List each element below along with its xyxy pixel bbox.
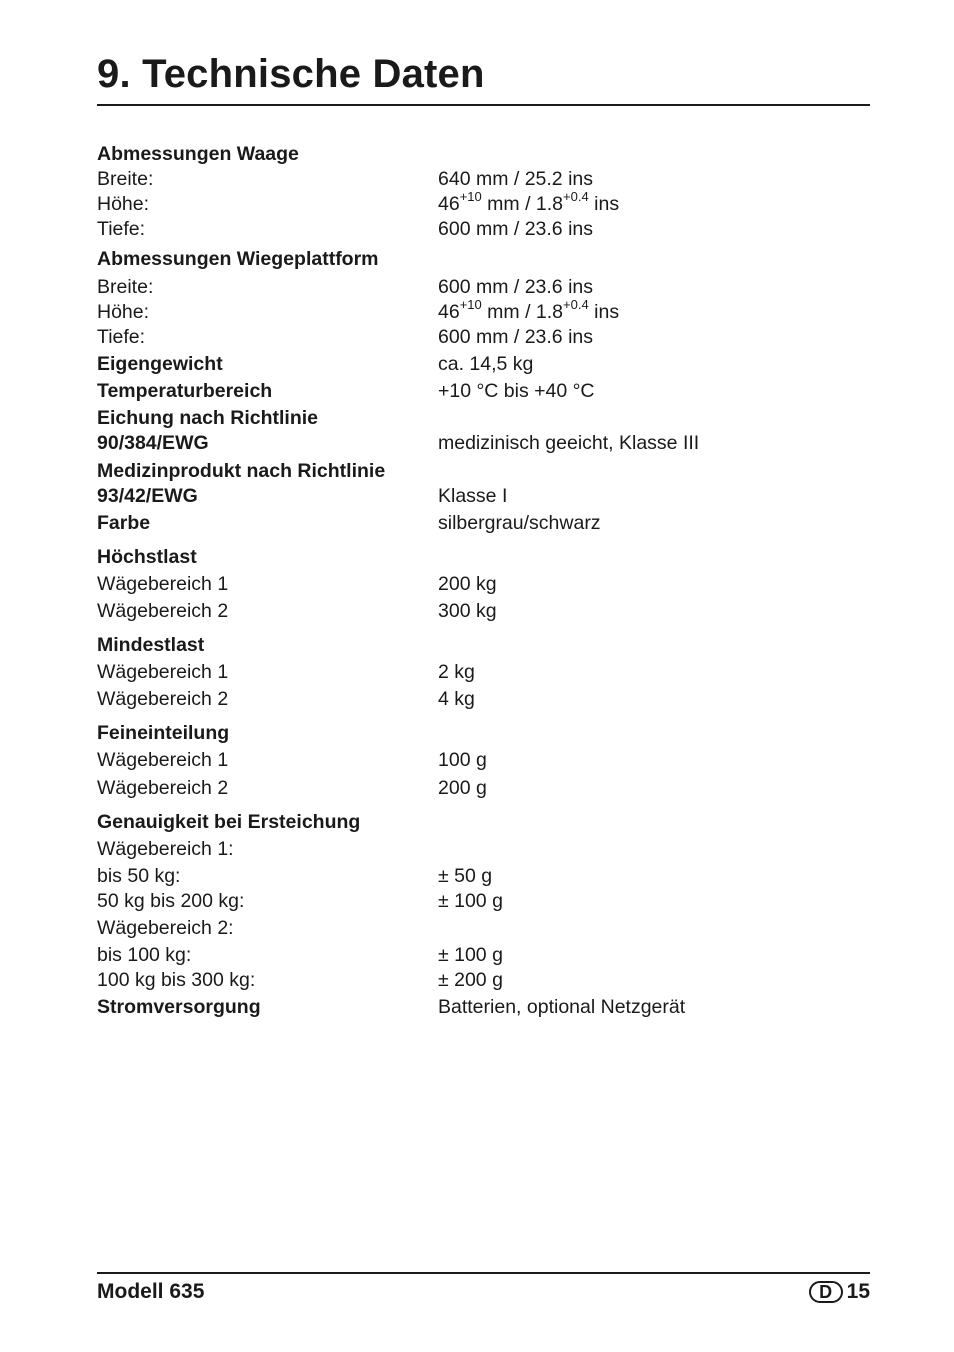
title-divider <box>97 104 870 106</box>
spec-row-medical-2 <box>97 484 870 509</box>
spec-value: 4 kg <box>438 688 475 710</box>
spec-value: +10 °C bis +40 °C <box>438 380 595 402</box>
spec-label: Eichung nach Richtlinie <box>97 407 319 429</box>
section-heading-dimensions-scale: Abmessungen Waage <box>97 143 299 165</box>
spec-label: Stromversorgung <box>97 996 261 1018</box>
spec-row <box>97 275 870 300</box>
spec-label: Medizinprodukt nach Richtlinie <box>97 460 386 482</box>
spec-row <box>97 325 870 350</box>
spec-label: Breite: <box>97 276 154 298</box>
spec-value: 300 kg <box>438 600 497 622</box>
spec-label: Wägebereich 2 <box>97 688 229 710</box>
spec-label: Wägebereich 2: <box>97 917 234 939</box>
spec-label: bis 50 kg: <box>97 865 181 887</box>
spec-row <box>97 572 870 597</box>
spec-label: Temperaturbereich <box>97 380 273 402</box>
spec-label: Wägebereich 1 <box>97 661 229 683</box>
spec-row-temperature <box>97 379 870 404</box>
spec-row <box>97 188 870 217</box>
spec-value: silbergrau/schwarz <box>438 512 601 534</box>
spec-row <box>97 660 870 685</box>
spec-label: Wägebereich 1 <box>97 749 229 771</box>
spec-label: Wägebereich 1 <box>97 573 229 595</box>
spec-row-calibration-2 <box>97 431 870 456</box>
spec-label: Höhe: <box>97 301 150 323</box>
section-heading-dimensions-platform: Abmessungen Wiegeplattform <box>97 248 379 270</box>
spec-row <box>97 889 870 914</box>
spec-row <box>97 916 870 941</box>
spec-label: Tiefe: <box>97 218 146 240</box>
spec-row <box>97 167 870 192</box>
spec-value: 100 g <box>438 749 487 771</box>
spec-value: ± 50 g <box>438 865 493 887</box>
spec-value: 640 mm / 25.2 ins <box>438 168 593 190</box>
spec-value: 600 mm / 23.6 ins <box>438 326 593 348</box>
spec-label: 100 kg bis 300 kg: <box>97 969 256 991</box>
spec-row-power <box>97 995 870 1020</box>
footer-divider <box>97 1272 870 1274</box>
spec-row <box>97 837 870 862</box>
spec-label: Eigengewicht <box>97 353 223 375</box>
spec-row-color <box>97 511 870 536</box>
footer-model-name: Modell 635 <box>97 1280 205 1303</box>
spec-row-weight <box>97 352 870 377</box>
page-title: 9. Technische Daten <box>97 52 485 96</box>
spec-value: $46^{+10}$ mm / $1.8^{+0.4}$ ins <box>438 296 620 323</box>
spec-row <box>97 217 870 242</box>
spec-table <box>97 140 870 1020</box>
spec-row <box>97 943 870 968</box>
section-heading-max-load: Höchstlast <box>97 546 197 568</box>
spec-value: Klasse I <box>438 485 508 507</box>
spec-value: 200 kg <box>438 573 497 595</box>
spec-value: 2 kg <box>438 661 475 683</box>
spec-label: 90/384/EWG <box>97 432 209 454</box>
language-badge: D <box>809 1281 843 1303</box>
spec-label: Tiefe: <box>97 326 146 348</box>
spec-label: 50 kg bis 200 kg: <box>97 890 245 912</box>
spec-label: Wägebereich 2 <box>97 777 229 799</box>
spec-row <box>97 687 870 712</box>
spec-row <box>97 968 870 993</box>
spec-label: Höhe: <box>97 193 150 215</box>
spec-label: Farbe <box>97 512 151 534</box>
spec-value: 600 mm / 23.6 ins <box>438 218 593 240</box>
spec-row-medical <box>97 459 870 484</box>
footer-page-number <box>809 1280 870 1304</box>
spec-row-calibration <box>97 406 870 431</box>
spec-value: 200 g <box>438 777 487 799</box>
section-heading-min-load: Mindestlast <box>97 634 205 656</box>
spec-label: Wägebereich 2 <box>97 600 229 622</box>
spec-label: Wägebereich 1: <box>97 838 234 860</box>
spec-row <box>97 748 870 773</box>
spec-value: medizinisch geeicht, Klasse III <box>438 432 700 454</box>
spec-row <box>97 599 870 624</box>
spec-row <box>97 864 870 889</box>
spec-value: $46^{+10}$ mm / $1.8^{+0.4}$ ins <box>438 188 620 215</box>
spec-value: ± 100 g <box>438 944 503 966</box>
section-heading-accuracy: Genauigkeit bei Ersteichung <box>97 811 361 833</box>
spec-value: Batterien, optional Netzgerät <box>438 996 686 1018</box>
section-heading-graduation: Feineinteilung <box>97 722 230 744</box>
spec-row <box>97 776 870 801</box>
page-number: 15 <box>846 1280 870 1303</box>
spec-row <box>97 296 870 325</box>
spec-value: ca. 14,5 kg <box>438 353 534 375</box>
spec-value: ± 200 g <box>438 969 503 991</box>
spec-value: ± 100 g <box>438 890 503 912</box>
spec-label: Breite: <box>97 168 154 190</box>
spec-value: 600 mm / 23.6 ins <box>438 276 593 298</box>
spec-label: 93/42/EWG <box>97 485 198 507</box>
spec-label: bis 100 kg: <box>97 944 192 966</box>
